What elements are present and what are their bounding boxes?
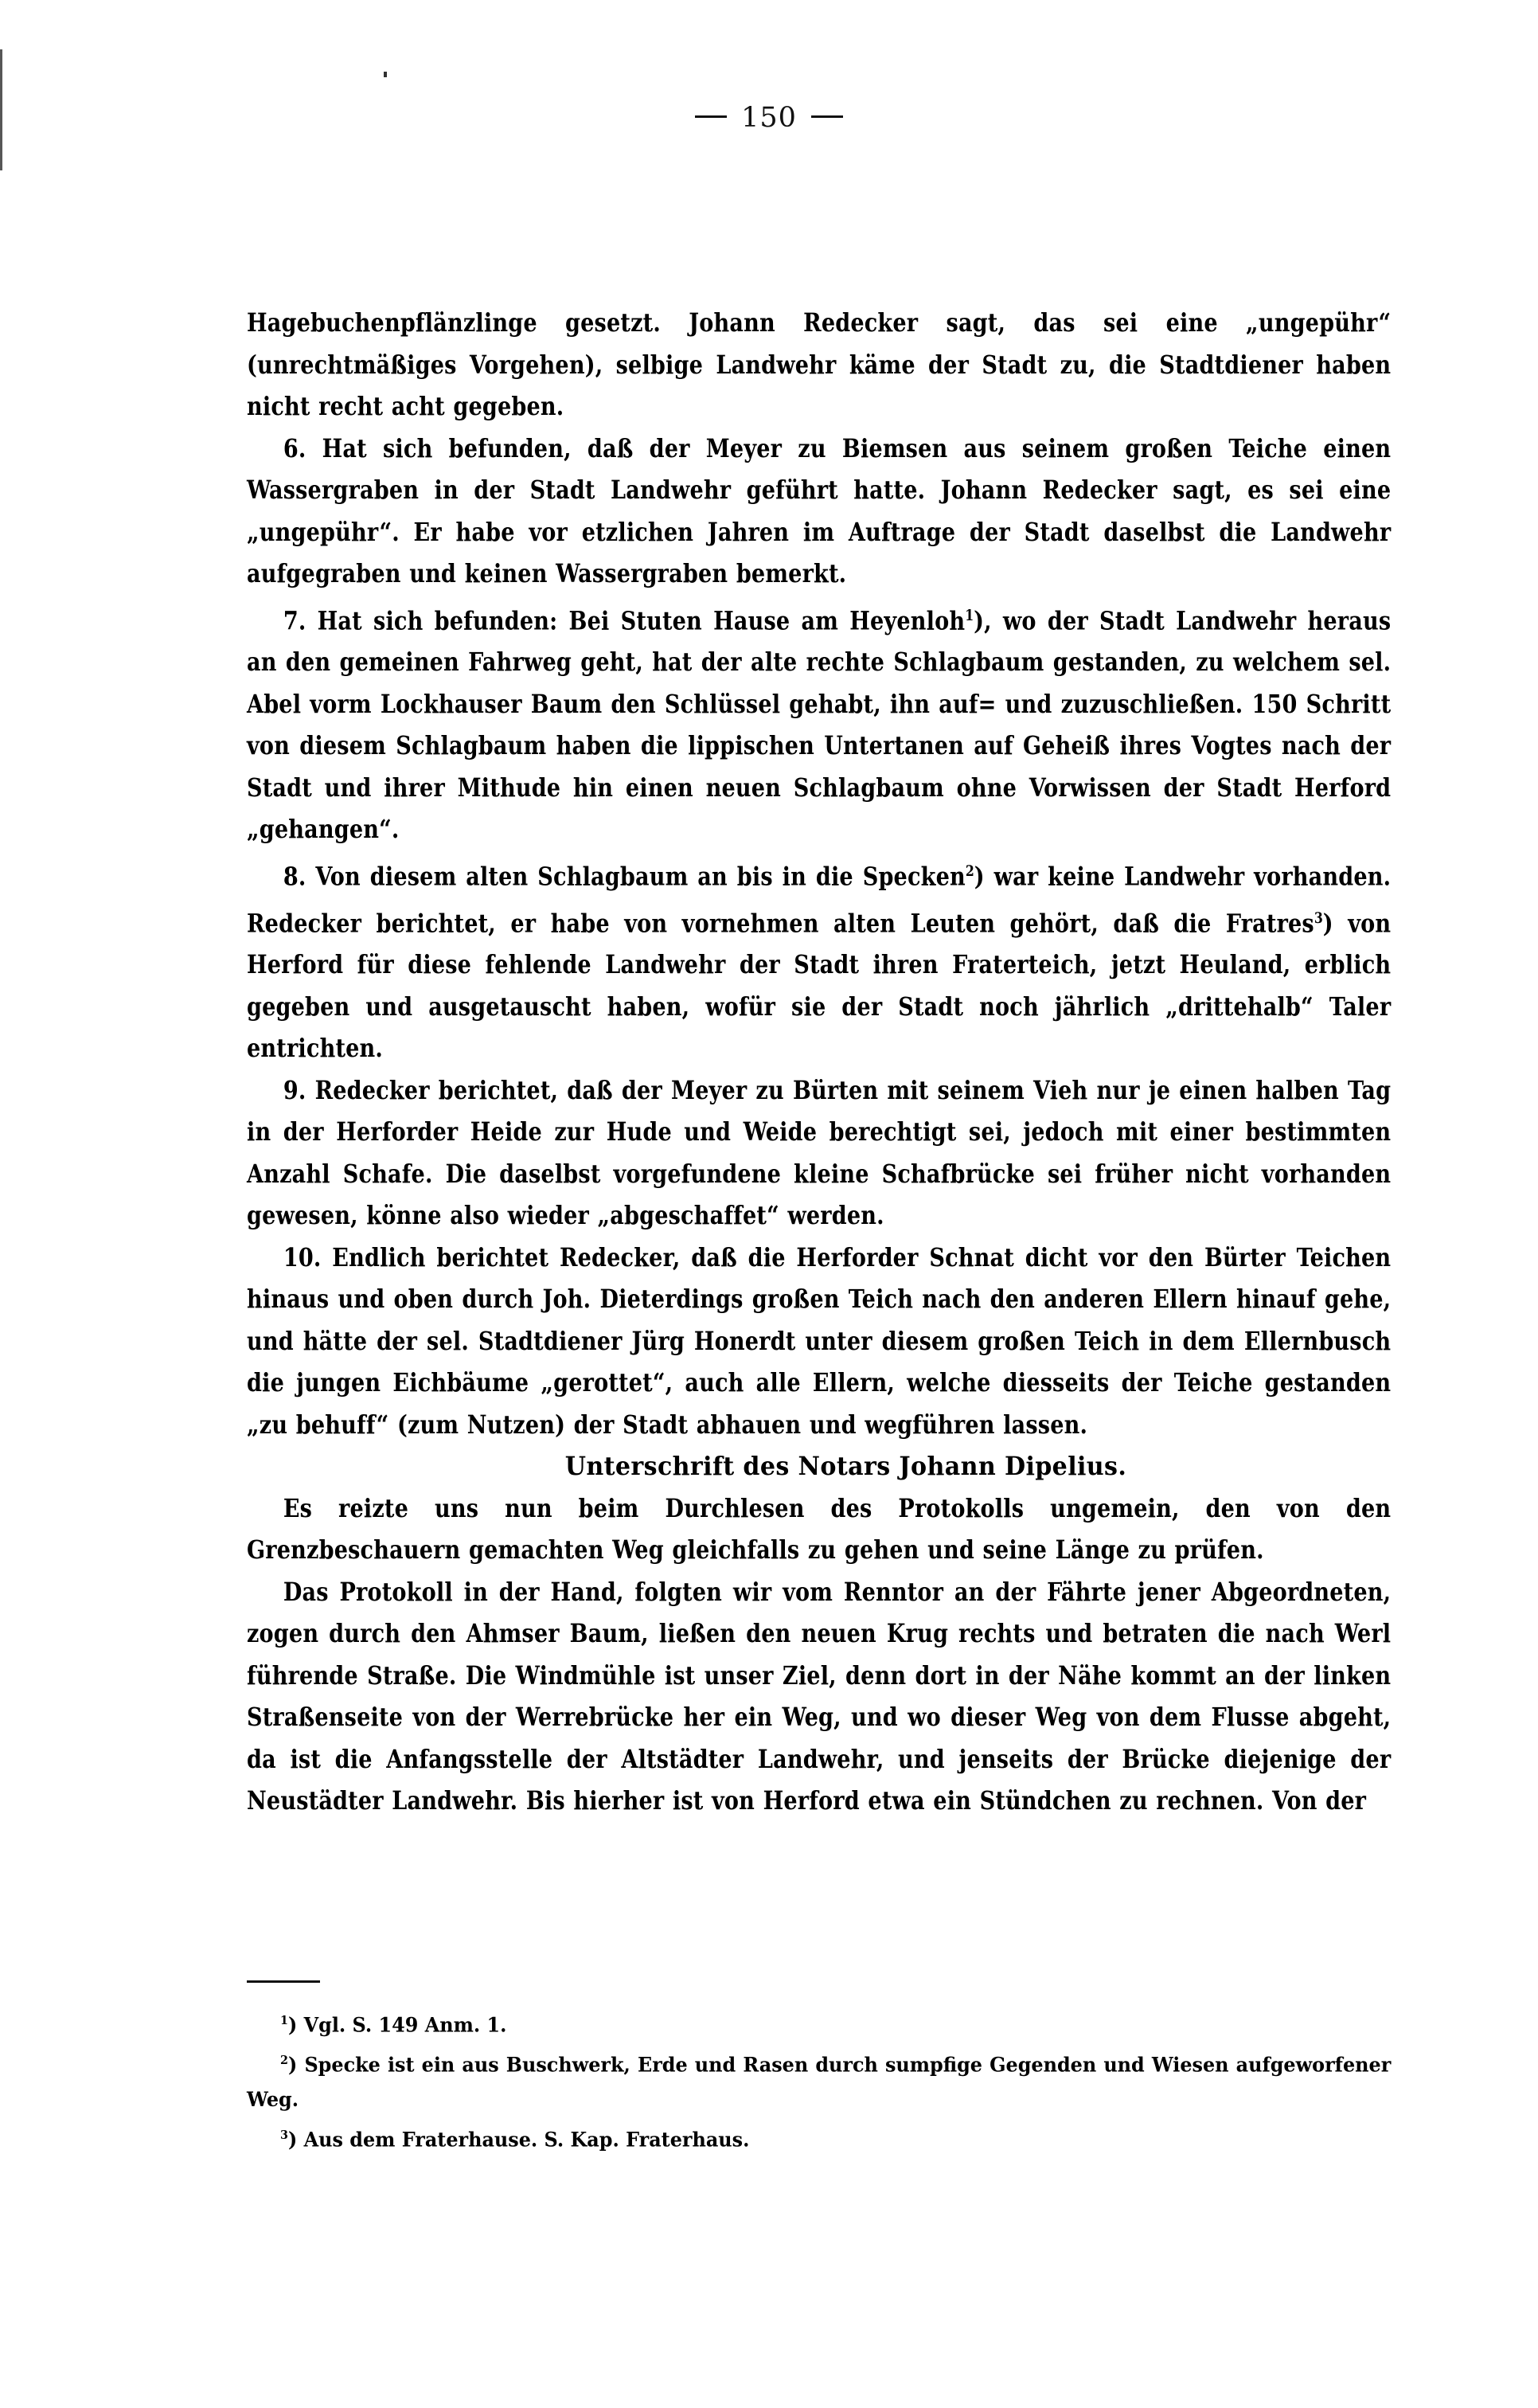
footnote-1-marker: ) (287, 2013, 298, 2037)
footnote-ref-1[interactable]: 1 (965, 607, 974, 624)
footnote-1-number: 1 (280, 2013, 288, 2027)
page-number: 150 (741, 102, 797, 134)
footnote-2-text: Specke ist ein aus Buschwerk, Erde und Rasen durch sumpfige Gegenden und Wiesen aufgeworfener Weg. (247, 2053, 1392, 2111)
footnote-separator-rule (247, 1980, 320, 1983)
paragraph-item-6: 6. Hat sich befunden, daß der Meyer zu Biemsen aus seinem großen Teiche einen Wassergraben in der Stadt Landwehr geführt hatte. Johann Redecker sagt, es sei eine „ungepühr“. Er habe vor etzlichen Jahren im Auftrage der Stadt daselbst die Landwehr aufgegraben und keinen Wassergraben bemerkt. (247, 433, 1392, 588)
notary-signature-line: Unterschrift des Notars Johann Dipelius. (564, 1452, 1127, 1482)
body-text-block (247, 303, 1445, 1823)
footnote-ref-2[interactable]: 2 (965, 862, 974, 880)
paragraph-item-8-text-before: 8. Von diesem alten Schlagbaum an bis in die Specken (283, 862, 966, 892)
footnote-3 (247, 2118, 1391, 2156)
footnote-ref-3[interactable]: 3 (1314, 909, 1323, 927)
paragraph-item-10: 10. Endlich berichtet Redecker, daß die Herforder Schnat dicht vor den Bürter Teichen hinaus und oben durch Joh. Dieterdings großen Teich nach den anderen Ellern hinauf gehe, und hätte der sel. Stadtdiener Jürg Honerdt unter diesem großen Teich in dem Ellernbusch die jungen Eichbäume „gerottet“, auch alle Ellern, welche diesseits der Teiche gestanden „zu behuff“ (zum Nutzen) der Stadt abhauen und wegführen lassen. (247, 1242, 1392, 1440)
footnote-1-text: Vgl. S. 149 Anm. 1. (303, 2013, 507, 2037)
paragraph-item-7-text-after: ), wo der Stadt Landwehr heraus an den gemeinen Fahrweg geht, hat der alte rechte Schlagbaum gestanden, zu welchem sel. Abel vorm Lockhauser Baum den Schlüssel gehabt, ihn auf= und zuzuschließen. 150 Schritt von diesem Schlagbaum haben die lippischen Untertanen auf Geheiß ihres Vogtes nach der Stadt und ihrer Mithude hin einen neuen Schlagbaum ohne Vorwissen der Stadt Herford „gehangen“. (247, 605, 1392, 845)
paragraph-item-8 (247, 851, 1391, 1070)
paragraph-continued: Hagebuchenpflänzlinge gesetzt. Johann Redecker sagt, das sei eine „ungepühr“ (unrechtmäßiges Vorgehen), selbige Landwehr käme der Stadt zu, die Stadtdiener haben nicht recht acht gegeben. (247, 308, 1392, 421)
paragraph-after-1: Es reizte uns nun beim Durchlesen des Protokolls ungemein, den von den Grenzbeschauern gemachten Weg gleichfalls zu gehen und seine Länge zu prüfen. (247, 1493, 1392, 1566)
paragraph-item-9: 9. Redecker berichtet, daß der Meyer zu Bürten mit seinem Vieh nur je einen halben Tag in der Herforder Heide zur Hude und Weide berechtigt sei, jedoch mit einer bestimmten Anzahl Schafe. Die daselbst vorgefundene kleine Schafbrücke sei früher nicht vorhanden gewesen, könne also wieder „abgeschaffet“ werden. (247, 1075, 1392, 1231)
footnote-2 (247, 2043, 1391, 2116)
paragraph-item-7-text-before: 7. Hat sich befunden: Bei Stuten Hause am Heyenloh (283, 605, 966, 635)
scan-speck-artifact (384, 72, 387, 77)
footnote-1 (247, 2003, 1391, 2042)
footnote-2-number: 2 (280, 2053, 288, 2068)
folio-dash-right (811, 115, 843, 118)
footnote-3-number: 3 (280, 2127, 288, 2142)
paragraph-item-7 (247, 596, 1391, 851)
page-number-header (0, 102, 1538, 134)
paragraph-after-2: Das Protokoll in der Hand, folgten wir vom Renntor an der Fährte jener Abgeordneten, zogen durch den Ahmser Baum, ließen den neuen Krug rechts und betraten die nach Werl führende Straße. Die Windmühle ist unser Ziel, denn dort in der Nähe kommt an der linken Straßenseite von der Werrebrücke her ein Weg, und wo dieser Weg von dem Flusse abgeht, da ist die Anfangsstelle der Altstädter Landwehr, und jenseits der Brücke diejenige der Neustädter Landwehr. Bis hierher ist von Herford etwa ein Stündchen zu rechnen. Von der (247, 1577, 1392, 1816)
footnote-block (247, 2003, 1445, 2158)
footnote-3-text: Aus dem Fraterhause. S. Kap. Fraterhaus. (303, 2127, 750, 2151)
footnote-3-marker: ) (287, 2127, 298, 2151)
footnote-2-marker: ) (287, 2053, 298, 2077)
paragraph-item-8-text-after: ) von Herford für diese fehlende Landwehr der Stadt ihren Fraterteich, jetzt Heuland, erblich gegeben und ausgetauscht haben, wofür sie der Stadt noch jährlich „drittehalb“ Taler entrichten. (247, 908, 1392, 1064)
paragraph-item-8-text-mid: ) war keine Landwehr vorhanden. Redecker berichtet, er habe von vornehmen alten Leuten gehört, daß die Fratres (247, 862, 1392, 938)
folio-dash-left (695, 115, 727, 118)
